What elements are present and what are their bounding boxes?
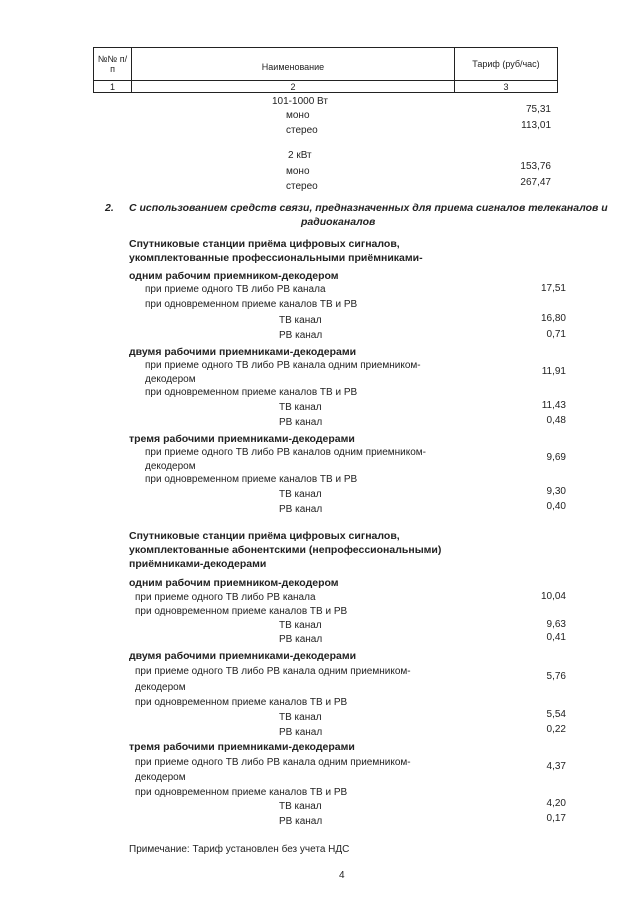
sub-one-simultaneous: при одновременном приеме каналов ТВ и РВ: [135, 606, 348, 617]
prof-one-tv: ТВ канал: [279, 315, 322, 326]
sub-one-single: при приеме одного ТВ либо РВ канала: [135, 592, 316, 603]
prof-three-rv: РВ канал: [279, 504, 323, 515]
prof-two-single-line2: декодером: [145, 374, 196, 385]
section-title-line2: радиоканалов: [301, 216, 376, 228]
prof-two-single-value: 11,91: [541, 366, 566, 377]
prof-heading-line2: укомплектованные профессиональными приёмниками-: [129, 252, 423, 264]
prof-one-decoder: одним рабочим приемником-декодером: [129, 270, 339, 282]
mono-value: 153,76: [520, 161, 551, 172]
prof-two-tv-value: 11,43: [541, 400, 566, 411]
sub-one-decoder: одним рабочим приемником-декодером: [129, 577, 339, 589]
prof-two-decoders: двумя рабочими приемниками-декодерами: [129, 346, 357, 358]
sub-two-tv-value: 5,54: [546, 709, 566, 720]
prof-one-tv-value: 16,80: [540, 313, 566, 324]
prof-one-rv-value: 0,71: [546, 329, 566, 340]
header-num-1: 1: [94, 81, 132, 93]
prof-three-tv: ТВ канал: [279, 489, 322, 500]
prof-heading-line1: Спутниковые станции приёма цифровых сигналов,: [129, 238, 400, 250]
tariff-header-table: [93, 47, 558, 93]
sub-two-simultaneous: при одновременном приеме каналов ТВ и РВ: [135, 697, 348, 708]
mono-value: 75,31: [525, 104, 551, 115]
prof-three-single-line2: декодером: [145, 461, 196, 472]
sub-one-rv: РВ канал: [279, 634, 323, 645]
sub-three-decoders: тремя рабочими приемниками-декодерами: [129, 741, 355, 753]
header-col-number: №№ п/п: [94, 48, 132, 81]
power-2kw: 2 кВт: [288, 150, 312, 161]
sub-heading-line1: Спутниковые станции приёма цифровых сигналов,: [129, 530, 400, 542]
prof-two-rv-value: 0,48: [546, 415, 566, 426]
sub-one-single-value: 10,04: [540, 591, 566, 602]
power-101-1000: 101-1000 Вт: [272, 96, 328, 107]
sub-one-tv-value: 9,63: [546, 619, 566, 630]
sub-two-decoders: двумя рабочими приемниками-декодерами: [129, 650, 357, 662]
header-num-2: 2: [132, 81, 455, 93]
footnote: Примечание: Тариф установлен без учета НДС: [129, 844, 350, 855]
section-title-line1: С использованием средств связи, предназначенных для приема сигналов телеканалов и: [129, 202, 608, 214]
mono-label: моно: [286, 166, 310, 177]
prof-three-decoders: тремя рабочими приемниками-декодерами: [129, 433, 355, 445]
sub-two-single-value: 5,76: [546, 671, 566, 682]
sub-two-rv-value: 0,22: [546, 724, 566, 735]
sub-three-rv: РВ канал: [279, 816, 323, 827]
sub-three-single-value: 4,37: [546, 761, 566, 772]
stereo-value: 113,01: [521, 120, 551, 131]
sub-three-tv-value: 4,20: [546, 798, 566, 809]
stereo-label: стерео: [286, 181, 318, 192]
sub-three-simultaneous: при одновременном приеме каналов ТВ и РВ: [135, 787, 348, 798]
sub-two-rv: РВ канал: [279, 727, 323, 738]
sub-two-single-line1: при приеме одного ТВ либо РВ канала одним приемником-: [135, 666, 411, 677]
sub-heading-line3: приёмниками-декодерами: [129, 558, 267, 570]
sub-one-rv-value: 0,41: [546, 632, 566, 643]
page-number: 4: [339, 870, 345, 881]
prof-three-simultaneous: при одновременном приеме каналов ТВ и РВ: [145, 474, 358, 485]
sub-three-single-line1: при приеме одного ТВ либо РВ канала одним приемником-: [135, 757, 411, 768]
prof-three-rv-value: 0,40: [546, 501, 566, 512]
sub-two-single-line2: декодером: [135, 682, 186, 693]
stereo-label: стерео: [286, 125, 318, 136]
prof-three-tv-value: 9,30: [546, 486, 566, 497]
prof-one-single: при приеме одного ТВ либо РВ канала: [145, 284, 326, 295]
prof-two-rv: РВ канал: [279, 417, 323, 428]
sub-one-tv: ТВ канал: [279, 620, 322, 631]
header-col-tariff: Тариф (руб/час): [455, 48, 558, 81]
sub-heading-line2: укомплектованные абонентскими (непрофессиональными): [129, 544, 442, 556]
sub-three-single-line2: декодером: [135, 772, 186, 783]
prof-one-single-value: 17,51: [540, 283, 566, 294]
header-col-name: Наименование: [132, 48, 455, 81]
prof-two-tv: ТВ канал: [279, 402, 322, 413]
prof-two-single-line1: при приеме одного ТВ либо РВ канала одним приемником-: [145, 360, 421, 371]
prof-two-simultaneous: при одновременном приеме каналов ТВ и РВ: [145, 387, 358, 398]
prof-three-single-value: 9,69: [546, 452, 566, 463]
header-num-3: 3: [455, 81, 558, 93]
prof-one-rv: РВ канал: [279, 330, 323, 341]
sub-three-rv-value: 0,17: [546, 813, 566, 824]
section-number: 2.: [105, 202, 114, 214]
sub-three-tv: ТВ канал: [279, 801, 322, 812]
prof-three-single-line1: при приеме одного ТВ либо РВ каналов одним приемником-: [145, 447, 427, 458]
stereo-value: 267,47: [520, 177, 551, 188]
sub-two-tv: ТВ канал: [279, 712, 322, 723]
prof-one-simultaneous: при одновременном приеме каналов ТВ и РВ: [145, 299, 358, 310]
mono-label: моно: [286, 110, 310, 121]
